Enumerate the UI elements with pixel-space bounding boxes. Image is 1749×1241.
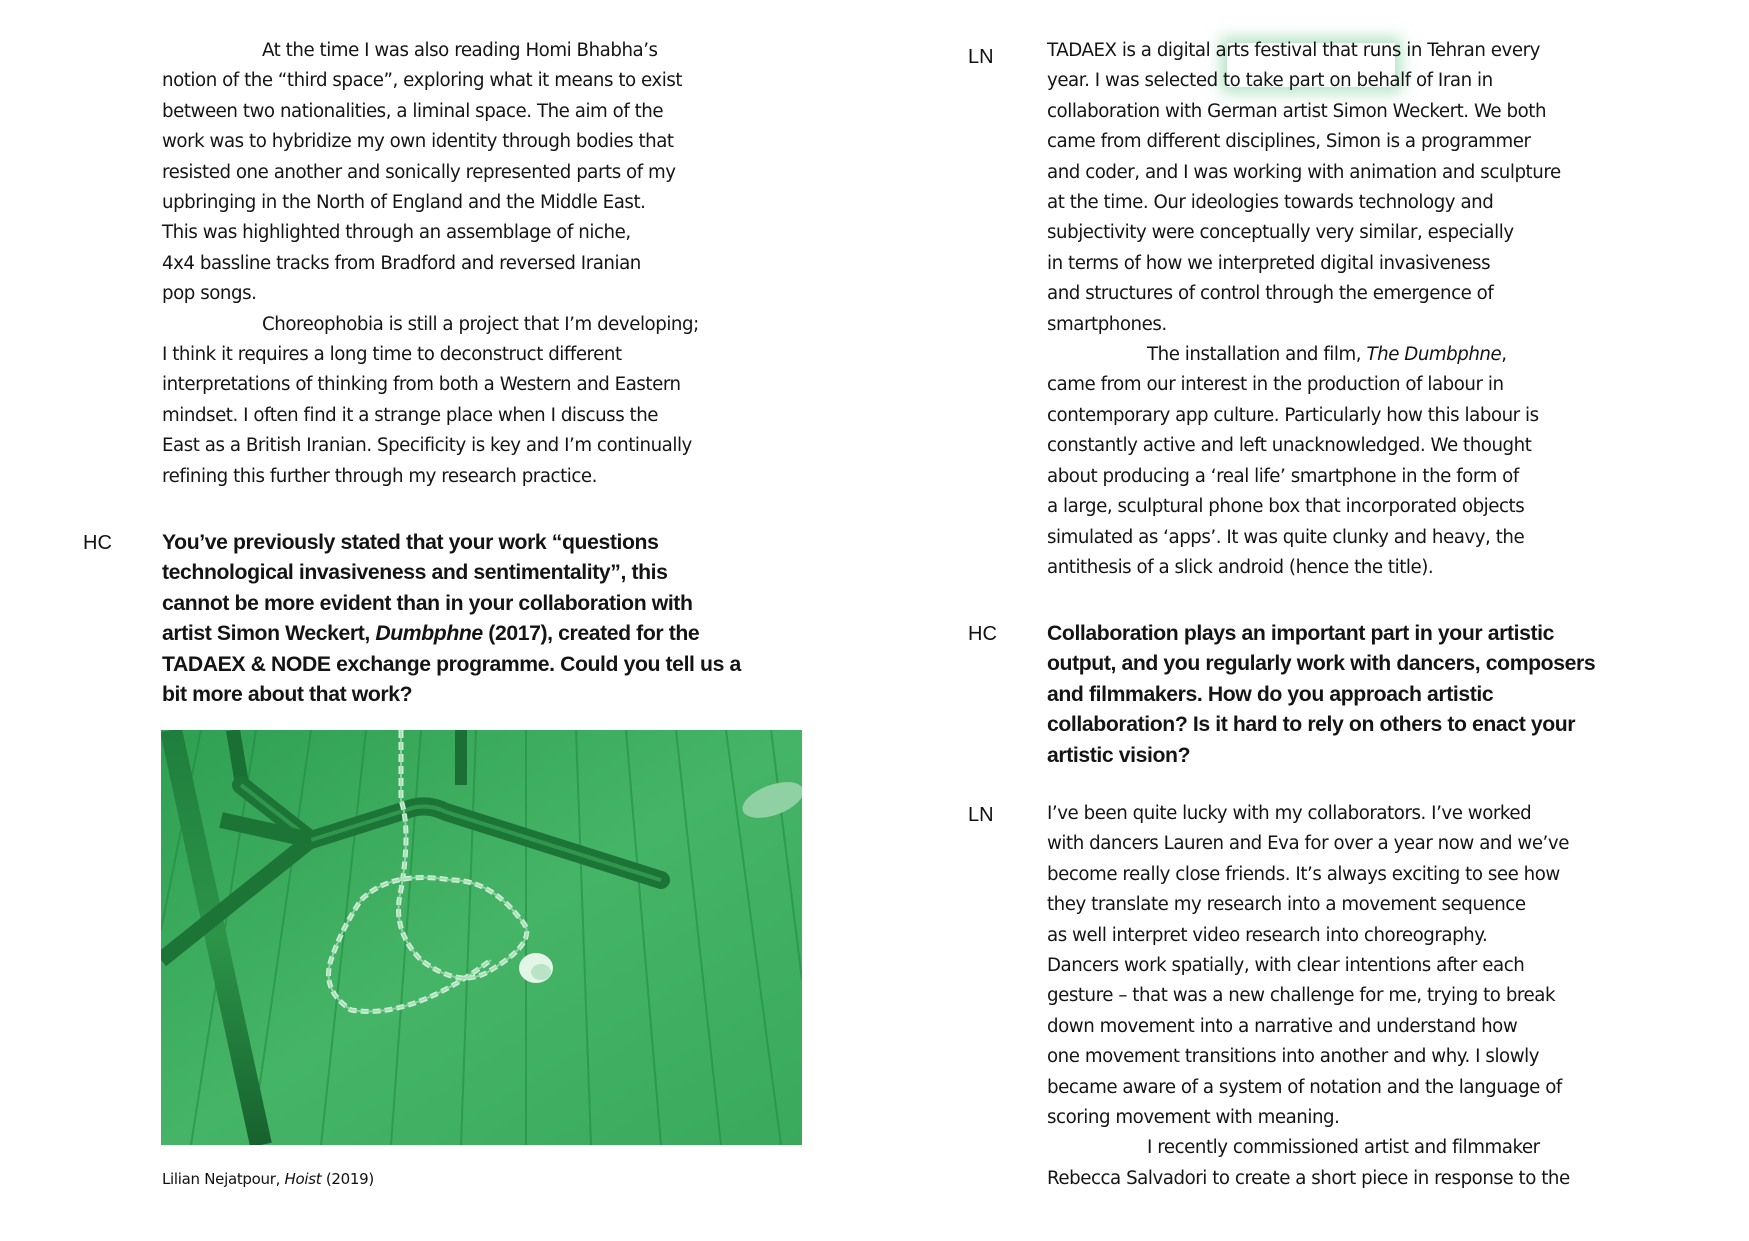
text-line: I recently commissioned artist and filmmaker bbox=[1147, 1137, 1540, 1159]
text-line: smartphones. bbox=[1047, 313, 1167, 335]
text-line: came from different disciplines, Simon is a programmer bbox=[1047, 131, 1531, 153]
question-line: cannot be more evident than in your collaboration with bbox=[162, 591, 693, 615]
question-line: TADAEX & NODE exchange programme. Could you tell us a bbox=[162, 652, 741, 676]
text-line: about producing a ‘real life’ smartphone in the form of bbox=[1047, 465, 1519, 487]
text-line: came from our interest in the production of labour in bbox=[1047, 374, 1504, 396]
text-line: antithesis of a slick android (hence the title). bbox=[1047, 556, 1434, 578]
question-line: output, and you regularly work with dancers, composers bbox=[1047, 652, 1596, 676]
question-line: bit more about that work? bbox=[162, 683, 413, 707]
text-line: a large, sculptural phone box that incorporated objects bbox=[1047, 496, 1525, 518]
question-1 bbox=[162, 528, 741, 710]
question-text: (2017), created for the bbox=[482, 622, 700, 646]
text-span: The installation and film, bbox=[1147, 344, 1367, 366]
text-line bbox=[1047, 340, 1561, 370]
text-line: Choreophobia is still a project that I’m developing; bbox=[262, 313, 699, 335]
answer-2 bbox=[1047, 799, 1570, 1194]
question-line: artistic vision? bbox=[1047, 743, 1191, 767]
caption-title: Hoist bbox=[284, 1170, 322, 1188]
speaker-label-hc: HC bbox=[83, 532, 112, 554]
text-line: This was highlighted through an assemblage of niche, bbox=[162, 222, 631, 244]
text-line: I think it requires a long time to deconstruct different bbox=[162, 344, 622, 366]
artwork-photo bbox=[161, 730, 802, 1145]
text-line: interpretations of thinking from both a Western and Eastern bbox=[162, 374, 681, 396]
text-line: between two nationalities, a liminal space. The aim of the bbox=[162, 100, 664, 122]
text-line: down movement into a narrative and understand how bbox=[1047, 1015, 1518, 1037]
answer-1 bbox=[1047, 36, 1561, 583]
work-title: The Dumbphne bbox=[1366, 344, 1502, 366]
text-line: resisted one another and sonically represented parts of my bbox=[162, 161, 676, 183]
figure-caption bbox=[162, 1170, 374, 1188]
text-line: subjectivity were conceptually very similar, especially bbox=[1047, 222, 1514, 244]
text-line: Rebecca Salvadori to create a short piece in response to the bbox=[1047, 1167, 1570, 1189]
text-line: as well interpret video research into choreography. bbox=[1047, 924, 1488, 946]
question-line: and filmmakers. How do you approach artistic bbox=[1047, 682, 1494, 706]
speaker-label-ln: LN bbox=[968, 46, 994, 68]
text-line: I’ve been quite lucky with my collaborators. I’ve worked bbox=[1047, 803, 1532, 824]
text-line: simulated as ‘apps’. It was quite clunky and heavy, the bbox=[1047, 526, 1525, 548]
text-line: became aware of a system of notation and the language of bbox=[1047, 1076, 1562, 1098]
text-line: work was to hybridize my own identity through bodies that bbox=[162, 131, 674, 153]
question-line: collaboration? Is it hard to rely on others to enact your bbox=[1047, 713, 1576, 737]
text-line: at the time. Our ideologies towards technology and bbox=[1047, 192, 1494, 214]
text-line: TADAEX is a digital arts festival that runs in Tehran every bbox=[1047, 40, 1540, 61]
text-line: upbringing in the North of England and the Middle East. bbox=[162, 192, 646, 214]
question-line: Collaboration plays an important part in your artistic bbox=[1047, 622, 1554, 645]
text-line: contemporary app culture. Particularly how this labour is bbox=[1047, 404, 1539, 426]
text-line: 4x4 bassline tracks from Bradford and reversed Iranian bbox=[162, 252, 641, 274]
caption-year: (2019) bbox=[321, 1170, 374, 1188]
text-line: they translate my research into a movement sequence bbox=[1047, 894, 1526, 916]
question-line: technological invasiveness and sentimentality”, this bbox=[162, 561, 668, 585]
text-line: mindset. I often find it a strange place when I discuss the bbox=[162, 404, 659, 426]
question-line bbox=[162, 619, 741, 649]
text-line: East as a British Iranian. Specificity is key and I’m continually bbox=[162, 435, 692, 457]
text-line: and structures of control through the emergence of bbox=[1047, 283, 1494, 305]
text-line: gesture – that was a new challenge for me, trying to break bbox=[1047, 985, 1556, 1007]
text-line: in terms of how we interpreted digital invasiveness bbox=[1047, 252, 1491, 274]
text-line: collaboration with German artist Simon Weckert. We both bbox=[1047, 100, 1547, 122]
text-line: At the time I was also reading Homi Bhabha’s bbox=[262, 40, 658, 61]
text-line: scoring movement with meaning. bbox=[1047, 1107, 1340, 1129]
text-span: , bbox=[1501, 344, 1507, 366]
caption-artist: Lilian Nejatpour, bbox=[162, 1170, 285, 1188]
text-line: constantly active and left unacknowledged. We thought bbox=[1047, 435, 1532, 457]
text-line: pop songs. bbox=[162, 283, 257, 305]
question-line: You’ve previously stated that your work “questions bbox=[162, 531, 659, 554]
speaker-label-ln: LN bbox=[968, 804, 994, 826]
speaker-label-hc: HC bbox=[968, 623, 997, 645]
question-text: artist Simon Weckert, bbox=[162, 622, 376, 646]
photo-illustration bbox=[161, 730, 802, 1145]
text-line: one movement transitions into another and why. I slowly bbox=[1047, 1046, 1540, 1068]
question-2 bbox=[1047, 619, 1595, 771]
text-line: become really close friends. It’s always exciting to see how bbox=[1047, 863, 1560, 885]
left-para-1 bbox=[162, 36, 699, 492]
text-line: notion of the “third space”, exploring what it means to exist bbox=[162, 70, 683, 92]
text-line: with dancers Lauren and Eva for over a year now and we’ve bbox=[1047, 833, 1569, 855]
text-line: refining this further through my research practice. bbox=[162, 465, 597, 487]
work-title: Dumbphne bbox=[375, 622, 483, 646]
text-line: Dancers work spatially, with clear intentions after each bbox=[1047, 955, 1525, 977]
text-line: year. I was selected to take part on behalf of Iran in bbox=[1047, 70, 1493, 92]
text-line: and coder, and I was working with animation and sculpture bbox=[1047, 161, 1561, 183]
